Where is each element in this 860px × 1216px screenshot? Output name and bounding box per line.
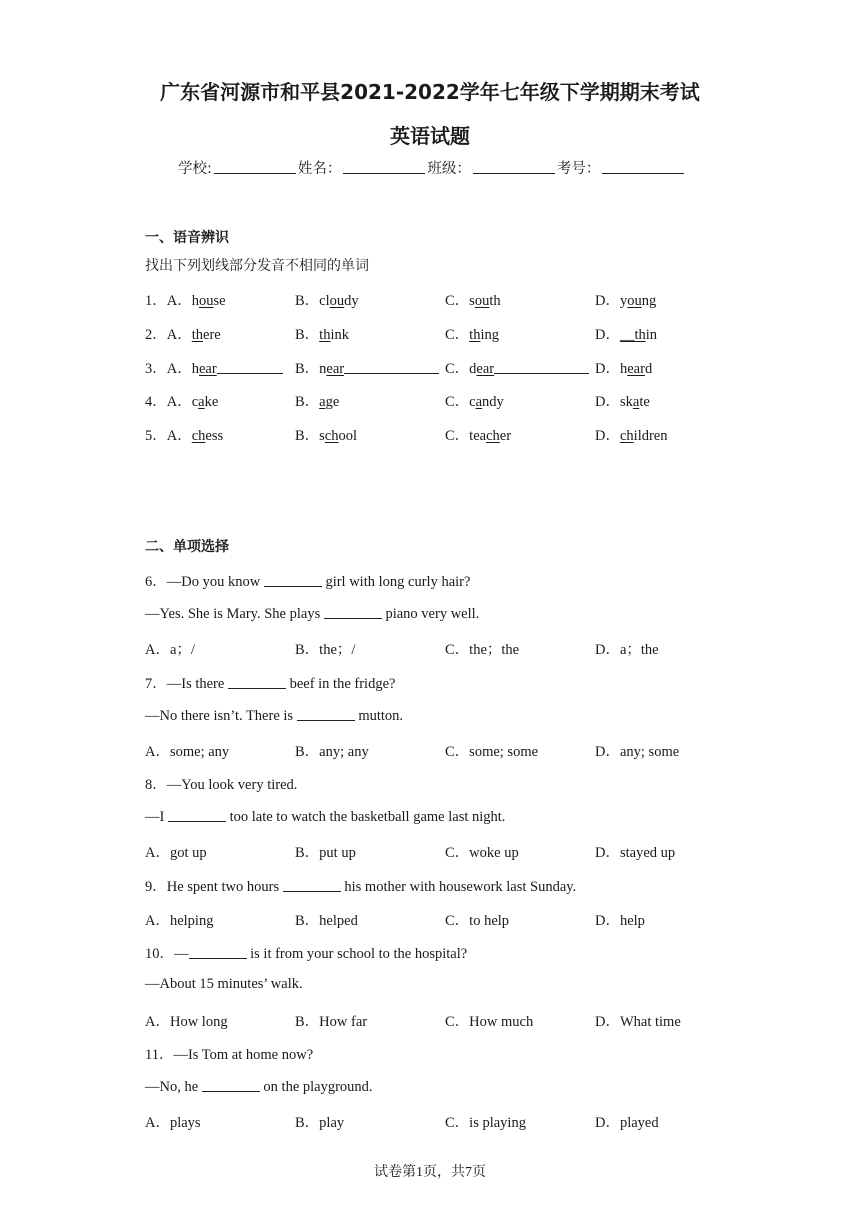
school-field[interactable] xyxy=(214,159,296,174)
trailing-underline xyxy=(344,360,439,374)
underlined-segment: ch xyxy=(619,428,634,444)
answer-blank xyxy=(283,877,341,892)
underlined-segment: ou xyxy=(627,293,642,309)
underlined-segment: ear xyxy=(627,361,645,377)
option-letter: C． xyxy=(445,361,470,377)
option-letter: C． xyxy=(445,293,470,309)
question-line: —No there isn’t. There is mutton. xyxy=(145,708,404,724)
underlined-segment: __th xyxy=(619,327,646,343)
underlined-segment: ch xyxy=(191,428,206,444)
question-number: 3． xyxy=(145,361,167,377)
underlined-segment: ou xyxy=(474,293,490,309)
option-c[interactable]: C．the；the xyxy=(445,642,520,658)
answer-blank xyxy=(228,674,286,689)
school-label: 学校: xyxy=(178,161,212,177)
option-d[interactable]: D．stayed up xyxy=(595,845,676,861)
option-letter: A． xyxy=(166,428,192,444)
phonetic-option-a[interactable]: 2．A．there xyxy=(145,327,221,343)
option-letter: B． xyxy=(295,293,320,309)
option-c[interactable]: C．some; some xyxy=(445,744,539,760)
phonetic-option-b[interactable]: B．school xyxy=(295,428,358,444)
question-line: 10．— is it from your school to the hospital? xyxy=(145,946,468,962)
option-b[interactable]: B．put up xyxy=(295,845,356,861)
option-letter: A． xyxy=(166,394,192,410)
answer-blank xyxy=(264,572,322,587)
phonetic-option-d[interactable]: D．__thin xyxy=(595,327,658,343)
question-number: 1． xyxy=(145,293,167,309)
question-line: 11．—Is Tom at home now? xyxy=(145,1047,314,1063)
option-d[interactable]: D．played xyxy=(595,1115,659,1131)
answer-blank xyxy=(168,807,226,822)
option-letter: B． xyxy=(295,361,320,377)
phonetic-option-b[interactable]: B．near xyxy=(295,357,439,378)
option-letter: B． xyxy=(295,394,320,410)
question-line: —No, he on the playground. xyxy=(145,1079,373,1095)
question-line: 8．—You look very tired. xyxy=(145,777,298,793)
underlined-segment: a xyxy=(475,394,483,410)
question-number: 4． xyxy=(145,394,167,410)
name-field[interactable] xyxy=(343,159,425,174)
page-footer: 试卷第1页，共7页 xyxy=(374,1165,486,1180)
option-c[interactable]: C．to help xyxy=(445,913,510,929)
number-field[interactable] xyxy=(602,159,684,174)
underlined-segment: th xyxy=(191,327,204,343)
phonetic-option-b[interactable]: B．age xyxy=(295,394,340,410)
underlined-segment: ch xyxy=(486,428,500,444)
phonetic-option-a[interactable]: 5．A．chess xyxy=(145,428,224,444)
phonetic-option-c[interactable]: C．thing xyxy=(445,327,499,343)
phonetic-option-c[interactable]: C．dear xyxy=(445,357,589,378)
option-letter: C． xyxy=(445,327,470,343)
option-a[interactable]: A．got up xyxy=(145,845,207,861)
question-number: 2． xyxy=(145,327,167,343)
underlined-segment: a xyxy=(198,394,205,410)
question-line: 7．—Is there beef in the fridge? xyxy=(145,676,396,692)
option-letter: A． xyxy=(166,327,192,343)
underlined-segment: ou xyxy=(198,293,214,309)
option-letter: D． xyxy=(595,361,620,377)
phonetic-option-b[interactable]: B．cloudy xyxy=(295,293,359,309)
option-b[interactable]: B．any; any xyxy=(295,744,369,760)
phonetic-option-a[interactable]: 3．A．hear xyxy=(145,357,283,378)
phonetic-option-a[interactable]: 4．A．cake xyxy=(145,394,219,410)
underlined-segment: th xyxy=(469,327,481,343)
option-a[interactable]: A．a；/ xyxy=(145,642,195,658)
option-a[interactable]: A．plays xyxy=(145,1115,201,1131)
option-letter: A． xyxy=(166,361,192,377)
answer-blank xyxy=(297,706,355,721)
option-c[interactable]: C．How much xyxy=(445,1014,534,1030)
name-label: 姓名： xyxy=(297,161,342,177)
section-instruction: 找出下列划线部分发音不相同的单词 xyxy=(145,258,369,274)
phonetic-option-d[interactable]: D．children xyxy=(595,428,668,444)
answer-blank xyxy=(202,1077,260,1092)
question-line: —I too late to watch the basketball game last night. xyxy=(145,809,506,825)
underlined-segment: th xyxy=(319,327,331,343)
answer-blank xyxy=(324,604,382,619)
option-b[interactable]: B．How far xyxy=(295,1014,368,1030)
option-a[interactable]: A．How long xyxy=(145,1014,228,1030)
option-a[interactable]: A．helping xyxy=(145,913,214,929)
option-letter: C． xyxy=(445,428,470,444)
class-field[interactable] xyxy=(473,159,555,174)
question-line: —Yes. She is Mary. She plays piano very well. xyxy=(145,606,480,622)
option-d[interactable]: D．What time xyxy=(595,1014,681,1030)
option-letter: D． xyxy=(595,394,620,410)
exam-title-line1: 广东省河源市和平县2021-2022学年七年级下学期期末考试 xyxy=(160,80,700,104)
phonetic-option-d[interactable]: D．heard xyxy=(595,361,653,377)
underlined-segment: ou xyxy=(329,293,345,309)
underlined-segment: a xyxy=(632,394,640,410)
option-d[interactable]: D．help xyxy=(595,913,645,929)
option-d[interactable]: D．a；the xyxy=(595,642,659,658)
answer-blank xyxy=(189,944,247,959)
option-d[interactable]: D．any; some xyxy=(595,744,680,760)
underlined-segment: ch xyxy=(324,428,339,444)
underlined-segment: ear xyxy=(198,361,217,377)
question-line: 9．He spent two hours his mother with housework last Sunday. xyxy=(145,879,577,895)
trailing-underline xyxy=(217,360,283,374)
underlined-segment: ear xyxy=(326,361,345,377)
question-line: —About 15 minutes’ walk. xyxy=(145,976,303,992)
option-letter: B． xyxy=(295,428,320,444)
section-heading-choice: 二、单项选择 xyxy=(145,539,229,555)
underlined-segment: a xyxy=(319,394,326,410)
option-letter: D． xyxy=(595,327,620,343)
option-a[interactable]: A．some; any xyxy=(145,744,230,760)
option-letter: C． xyxy=(445,394,470,410)
phonetic-option-c[interactable]: C．south xyxy=(445,293,501,309)
phonetic-option-c[interactable]: C．teacher xyxy=(445,428,512,444)
option-letter: A． xyxy=(166,293,192,309)
question-line: 6．—Do you know girl with long curly hair? xyxy=(145,574,471,590)
number-label: 考号： xyxy=(556,161,601,177)
exam-title-line2: 英语试题 xyxy=(390,124,470,148)
phonetic-option-b[interactable]: B．think xyxy=(295,327,349,343)
phonetic-option-c[interactable]: C．candy xyxy=(445,394,504,410)
option-letter: D． xyxy=(595,428,620,444)
underlined-segment: ear xyxy=(476,361,495,377)
option-c[interactable]: C．woke up xyxy=(445,845,519,861)
question-number: 5． xyxy=(145,428,167,444)
phonetic-option-d[interactable]: D．young xyxy=(595,293,657,309)
option-letter: B． xyxy=(295,327,320,343)
section-heading-phonetics: 一、语音辨识 xyxy=(145,230,229,246)
option-b[interactable]: B．the；/ xyxy=(295,642,356,658)
class-label: 班级： xyxy=(427,161,471,177)
option-letter: D． xyxy=(595,293,620,309)
option-b[interactable]: B．helped xyxy=(295,913,358,929)
phonetic-option-d[interactable]: D．skate xyxy=(595,394,650,410)
option-b[interactable]: B．play xyxy=(295,1115,345,1131)
student-info-row xyxy=(178,157,686,178)
option-c[interactable]: C．is playing xyxy=(445,1115,526,1131)
phonetic-option-a[interactable]: 1．A．house xyxy=(145,293,226,309)
trailing-underline xyxy=(494,360,589,374)
